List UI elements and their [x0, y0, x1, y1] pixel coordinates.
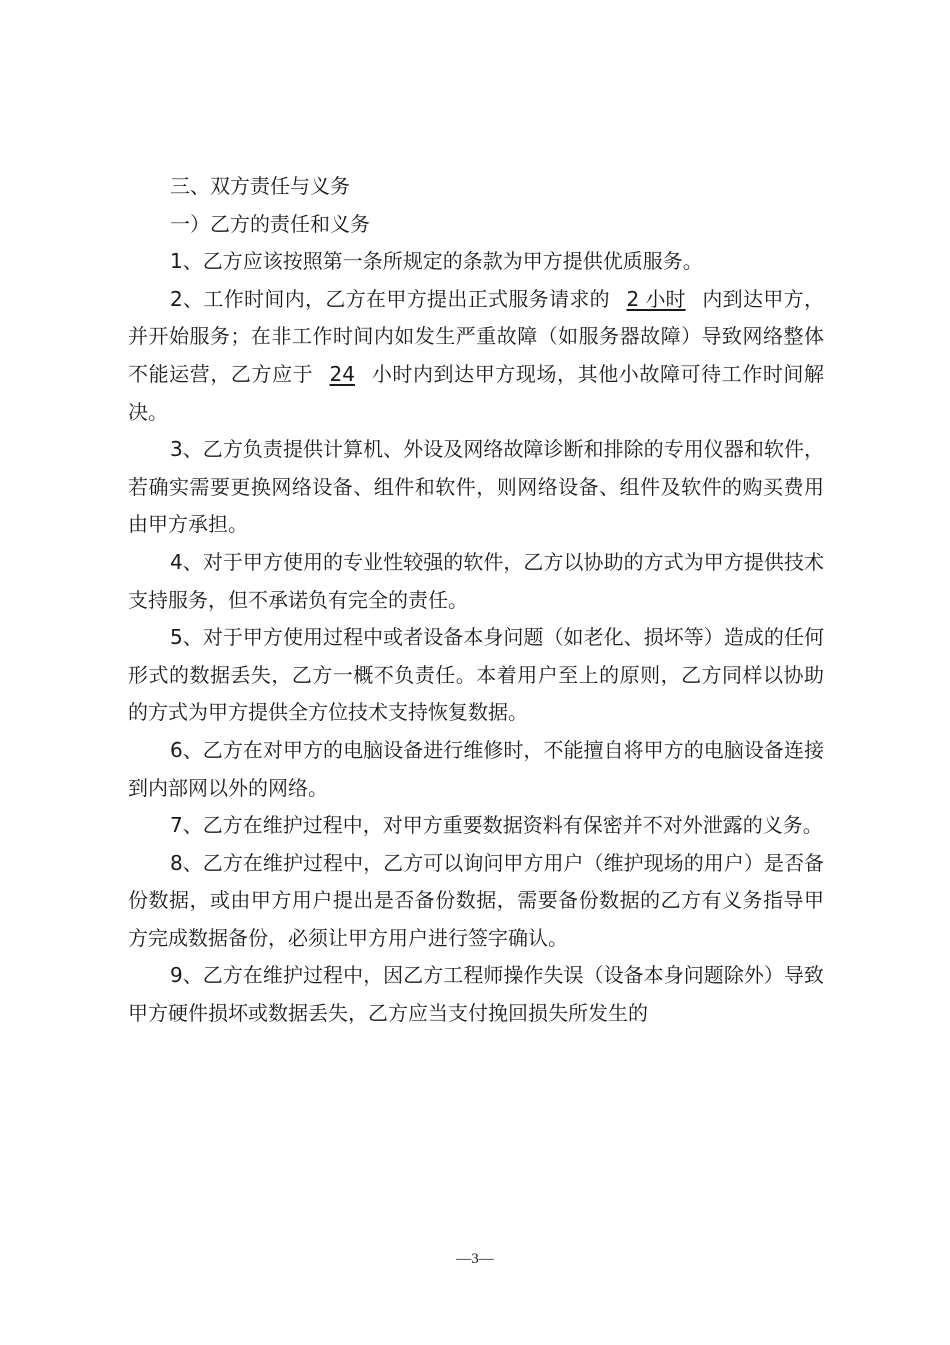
offhours-time-blank: 24: [329, 361, 355, 386]
clause-6: 6、乙方在对甲方的电脑设备进行维修时，不能擅自将甲方的电脑设备连接到内部网以外的网络。: [128, 737, 824, 800]
clause-2-part-2: 内到达甲方，并开始服务；在非工作时间内如发生严重故障（如服务器故障）导致网络整体不能运营，乙方应于: [128, 286, 825, 386]
subsection-heading: 一）乙方的责任和义务: [170, 211, 370, 236]
contract-body: [128, 168, 824, 1033]
section-heading: 三、双方责任与义务: [170, 174, 350, 198]
clause-9: 9、乙方在维护过程中，因乙方工程师操作失误（设备本身问题除外）导致甲方硬件损坏或数据丢失，乙方应当支付挽回损失所发生的: [128, 963, 824, 1026]
clause-1: 1、乙方应该按照第一条所规定的条款为甲方提供优质服务。: [170, 249, 703, 274]
clause-2: [128, 281, 824, 431]
clause-7: 7、乙方在维护过程中，对甲方重要数据资料有保密并不对外泄露的义务。: [170, 813, 823, 838]
response-time-blank: 2 小时: [626, 286, 686, 311]
clause-2-part-1: 2、工作时间内，乙方在甲方提出正式服务请求的: [170, 286, 611, 311]
clause-5: 5、对于甲方使用过程中或者设备本身问题（如老化、损坏等）造成的任何形式的数据丢失，乙方一概不负责任。本着用户至上的原则，乙方同样以协助的方式为甲方提供全方位技术支持恢复数据。: [128, 625, 824, 725]
page-number: —3—: [456, 1251, 494, 1267]
clause-4: 4、对于甲方使用的专业性较强的软件，乙方以协助的方式为甲方提供技术支持服务，但不承诺负有完全的责任。: [128, 549, 824, 612]
clause-2-part-3: 小时内到达甲方现场，其他小故障可待工作时间解决。: [128, 361, 825, 424]
clause-8: 8、乙方在维护过程中，乙方可以询问甲方用户（维护现场的用户）是否备份数据，或由甲方用户提出是否备份数据，需要备份数据的乙方有义务指导甲方完成数据备份，必须让甲方用户进行签字确认。: [128, 850, 824, 950]
clause-3: 3、乙方负责提供计算机、外设及网络故障诊断和排除的专用仪器和软件，若确实需要更换网络设备、组件和软件，则网络设备、组件及软件的购买费用由甲方承担。: [128, 437, 824, 537]
